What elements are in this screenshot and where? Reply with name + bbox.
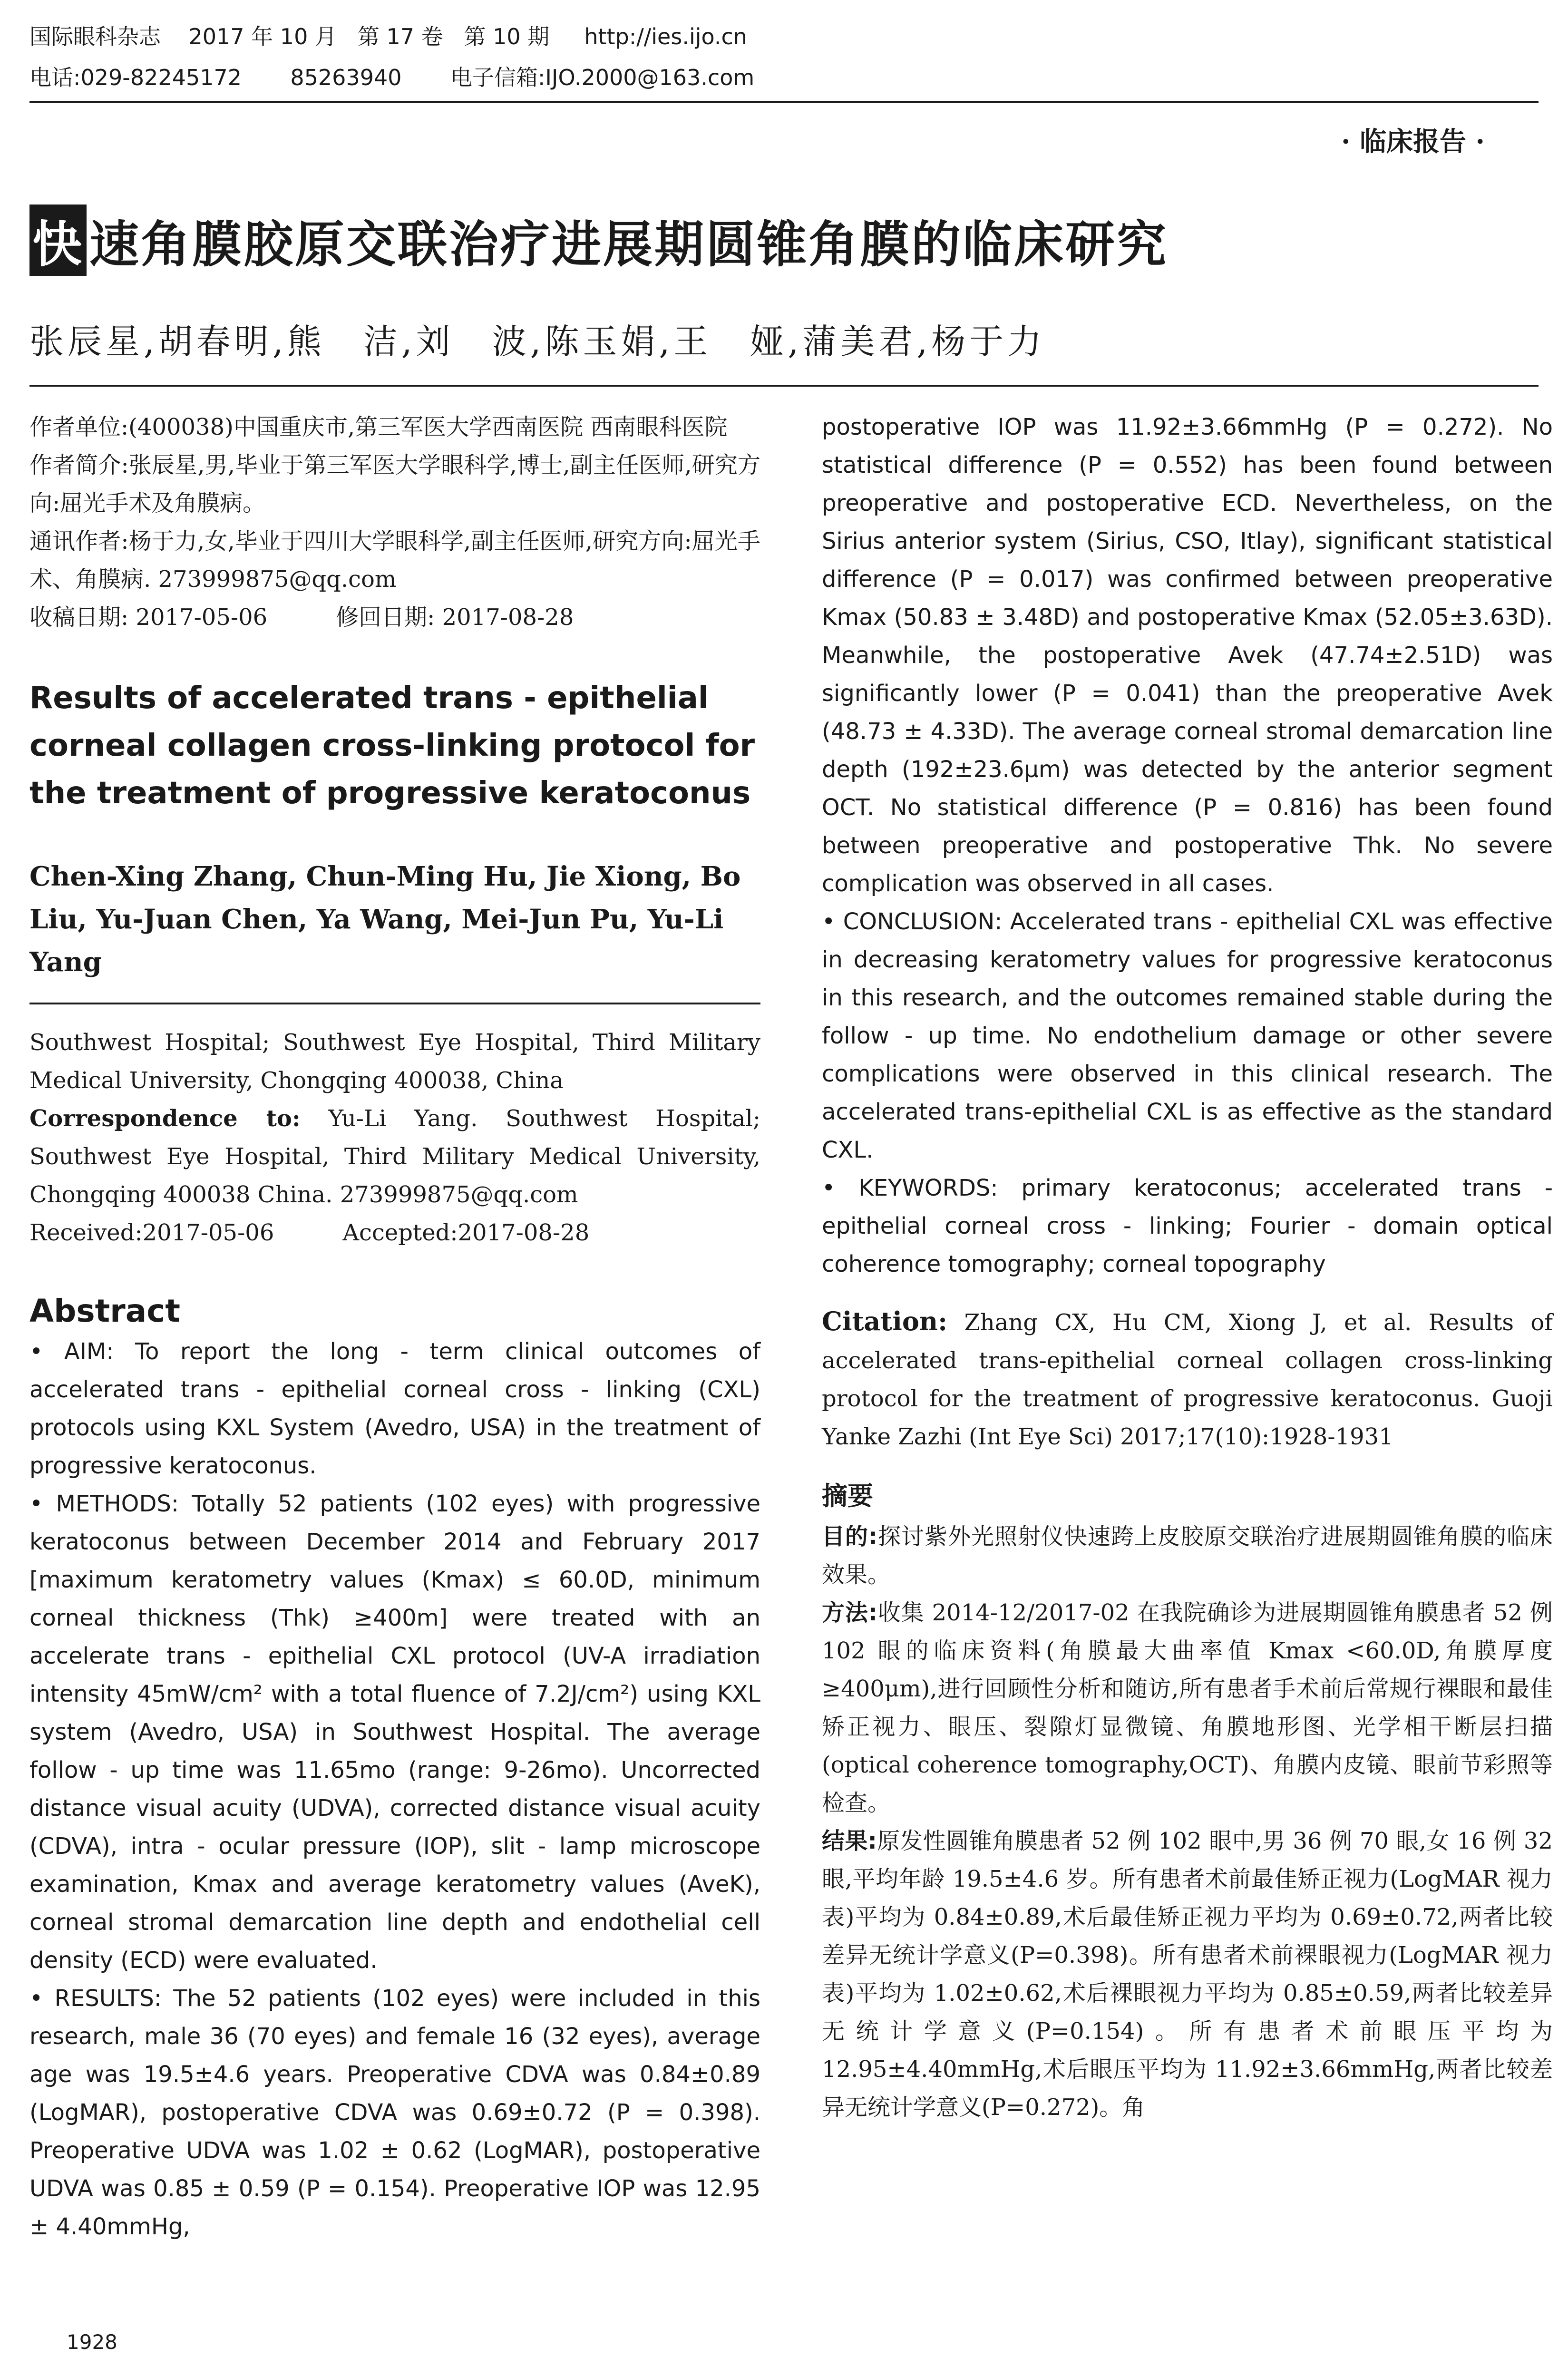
- citation-text: Zhang CX, Hu CM, Xiong J, et al. Results of accelerated trans-epithelial corneal collagen cross-linking protocol for the treatment of progressive keratoconus. Guoji Yanke Zazhi (Int Eye Sci) 2017;17(10):1928-1931: [822, 1309, 1553, 1450]
- conclusion-text: Accelerated trans - epithelial CXL was effective in decreasing keratometry values for progressive keratoconus in this research, and the outcomes remained stable during the follow - up time. No endothelium damage or other severe complications were observed in this clinical research. The accelerated trans-epithelial CXL is as effective as the standard CXL.: [822, 908, 1553, 1163]
- english-authors: Chen-Xing Zhang, Chun-Ming Hu, Jie Xiong, Bo Liu, Yu-Juan Chen, Ya Wang, Mei-Jun Pu, Yu-Li Yang: [29, 861, 741, 978]
- journal-header-line1: 国际眼科杂志 2017 年 10 月 第 17 卷 第 10 期 http://ies.ijo.cn: [29, 24, 747, 49]
- keywords-text: primary keratoconus; accelerated trans - epithelial corneal cross - linking; Fourier - domain optical coherence tomography; corneal topography: [822, 1175, 1553, 1277]
- section-tag: · 临床报告 ·: [1341, 126, 1485, 157]
- citation-label: Citation:: [822, 1306, 948, 1336]
- cn-methods-paragraph: [822, 1594, 1553, 1822]
- cn-results-label: 结果:: [822, 1828, 877, 1854]
- methods-paragraph: [29, 1485, 760, 1979]
- cn-aim-label: 目的:: [822, 1523, 878, 1550]
- cn-affiliation: 作者单位:(400038)中国重庆市,第三军医大学西南医院 西南眼科医院: [29, 414, 728, 440]
- cn-methods-label: 方法:: [822, 1599, 877, 1626]
- conclusion-label: • CONCLUSION:: [822, 908, 1003, 935]
- cn-abstract-heading: 摘要: [822, 1481, 873, 1511]
- chinese-authors: 张辰星,胡春明,熊 洁,刘 波,陈玉娟,王 娅,蒲美君,杨于力: [29, 321, 1046, 361]
- citation-paragraph: [822, 1302, 1553, 1456]
- results-text: The 52 patients (102 eyes) were included in this research, male 36 (70 eyes) and female 16 (32 eyes), average age was 19.5±4.6 years. Preoperative CDVA was 0.84±0.89 (LogMAR), postoperative CDVA was 0.69±0.72 (P = 0.398). Preoperative UDVA was 1.02 ± 0.62 (LogMAR), postoperative UDVA was 0.85 ± 0.59 (P = 0.154). Preoperative IOP was 12.95 ± 4.40mmHg,: [29, 1985, 760, 2240]
- results-paragraph: [29, 1979, 760, 2246]
- cn-results-paragraph: [822, 1822, 1553, 2126]
- english-title: Results of accelerated trans - epithelial corneal collagen cross-linking protocol for the treatment of progressive keratoconus: [29, 681, 755, 811]
- left-column: [29, 408, 760, 2246]
- results-label: • RESULTS:: [29, 1985, 162, 2012]
- cn-author-bio: 作者简介:张辰星,男,毕业于第三军医大学眼科学,博士,副主任医师,研究方向:屈光手术及角膜病。: [29, 452, 760, 516]
- title-first-char: 快: [29, 205, 87, 276]
- page-number: 1928: [67, 2330, 117, 2354]
- right-column: [822, 408, 1553, 2126]
- header-rule: [29, 101, 1539, 103]
- cn-results-text: 原发性圆锥角膜患者 52 例 102 眼中,男 36 例 70 眼,女 16 例 32 眼,平均年龄 19.5±4.6 岁。所有患者术前最佳矫正视力(LogMAR 视力表)平均为 0.84±0.89,术后最佳矫正视力平均为 0.69±0.72,两者比较差异无统计学意义(P=0.398)。所有患者术前裸眼视力(LogMAR 视力表)平均为 1.02±0.62,术后裸眼视力平均为 0.85±0.59,两者比较差异无统计学意义(P=0.154)。所有患者术前眼压平均为 12.95±4.40mmHg,术后眼压平均为 11.92±3.66mmHg,两者比较差异无统计学意义(P=0.272)。角: [822, 1828, 1553, 2121]
- cn-aim-text: 探讨紫外光照射仪快速跨上皮胶原交联治疗进展期圆锥角膜的临床效果。: [822, 1523, 1553, 1588]
- aim-label: • AIM:: [29, 1338, 114, 1365]
- title-rule: [29, 385, 1539, 387]
- aim-paragraph: [29, 1333, 760, 1485]
- conclusion-paragraph: [822, 903, 1553, 1169]
- english-affiliation: Southwest Hospital; Southwest Eye Hospital, Third Military Medical University, Chongqing 400038, China: [29, 1029, 760, 1094]
- keywords-paragraph: [822, 1169, 1553, 1283]
- correspondence-text: Yu-Li Yang. Southwest Hospital; Southwest Eye Hospital, Third Military Medical University, Chongqing 400038 China. 273999875@qq.com: [29, 1105, 760, 1208]
- chinese-title: [29, 205, 1168, 276]
- correspondence-label: Correspondence to:: [29, 1105, 301, 1132]
- keywords-label: • KEYWORDS:: [822, 1175, 998, 1201]
- methods-text: Totally 52 patients (102 eyes) with progressive keratoconus between December 2014 and February 2017 [maximum keratometry values (Kmax) ≤ 60.0D, minimum corneal thickness (Thk) ≥400m] were treated with an accelerate trans - epithelial CXL protocol (UV-A irradiation intensity 45mW/cm² with a total fluence of 7.2J/cm²) using KXL system (Avedro, USA) in Southwest Hospital. The average follow - up time was 11.65mo (range: 9-26mo). Uncorrected distance visual acuity (UDVA), corrected distance visual acuity (CDVA), intra - ocular pressure (IOP), slit - lamp microscope examination, Kmax and average keratometry values (AveK), corneal stromal demarcation line depth and endothelial cell density (ECD) were evaluated.: [29, 1490, 760, 1974]
- results-continued: postoperative IOP was 11.92±3.66mmHg (P = 0.272). No statistical difference (P = 0.552) has been found between preoperative and postoperative ECD. Nevertheless, on the Sirius anterior system (Sirius, CSO, Itlay), significant statistical difference (P = 0.017) was confirmed between preoperative Kmax (50.83 ± 3.48D) and postoperative Kmax (52.05±3.63D). Meanwhile, the postoperative Avek (47.74±2.51D) was significantly lower (P = 0.041) than the preoperative Avek (48.73 ± 4.33D). The average corneal stromal demarcation line depth (192±23.6μm) was detected by the anterior segment OCT. No statistical difference (P = 0.816) has been found between preoperative and postoperative Thk. No severe complication was observed in all cases.: [822, 414, 1553, 897]
- journal-header-line2: 电话:029-82245172 85263940 电子信箱:IJO.2000@163.com: [29, 65, 755, 90]
- cn-dates: 收稿日期: 2017-05-06 修回日期: 2017-08-28: [29, 604, 574, 631]
- abstract-heading: Abstract: [29, 1293, 180, 1329]
- english-dates: Received:2017-05-06 Accepted:2017-08-28: [29, 1219, 590, 1246]
- title-rest: 速角膜胶原交联治疗进展期圆锥角膜的临床研究: [89, 215, 1169, 273]
- cn-methods-text: 收集 2014-12/2017-02 在我院确诊为进展期圆锥角膜患者 52 例 102 眼的临床资料(角膜最大曲率值 Kmax <60.0D,角膜厚度≥400μm),进行回顾性分析和随访,所有患者手术前后常规行裸眼和最佳矫正视力、眼压、裂隙灯显微镜、角膜地形图、光学相干断层扫描(optical coherence tomography,OCT)、角膜内皮镜、眼前节彩照等检查。: [822, 1599, 1553, 1816]
- aim-text: To report the long - term clinical outcomes of accelerated trans - epithelial corneal cross - linking (CXL) protocols using KXL System (Avedro, USA) in the treatment of progressive keratoconus.: [29, 1338, 760, 1479]
- english-correspondence: [29, 1100, 760, 1214]
- methods-label: • METHODS:: [29, 1490, 179, 1517]
- cn-correspondence: 通讯作者:杨于力,女,毕业于四川大学眼科学,副主任医师,研究方向:屈光手术、角膜病. 273999875@qq.com: [29, 528, 760, 593]
- cn-aim-paragraph: [822, 1518, 1553, 1594]
